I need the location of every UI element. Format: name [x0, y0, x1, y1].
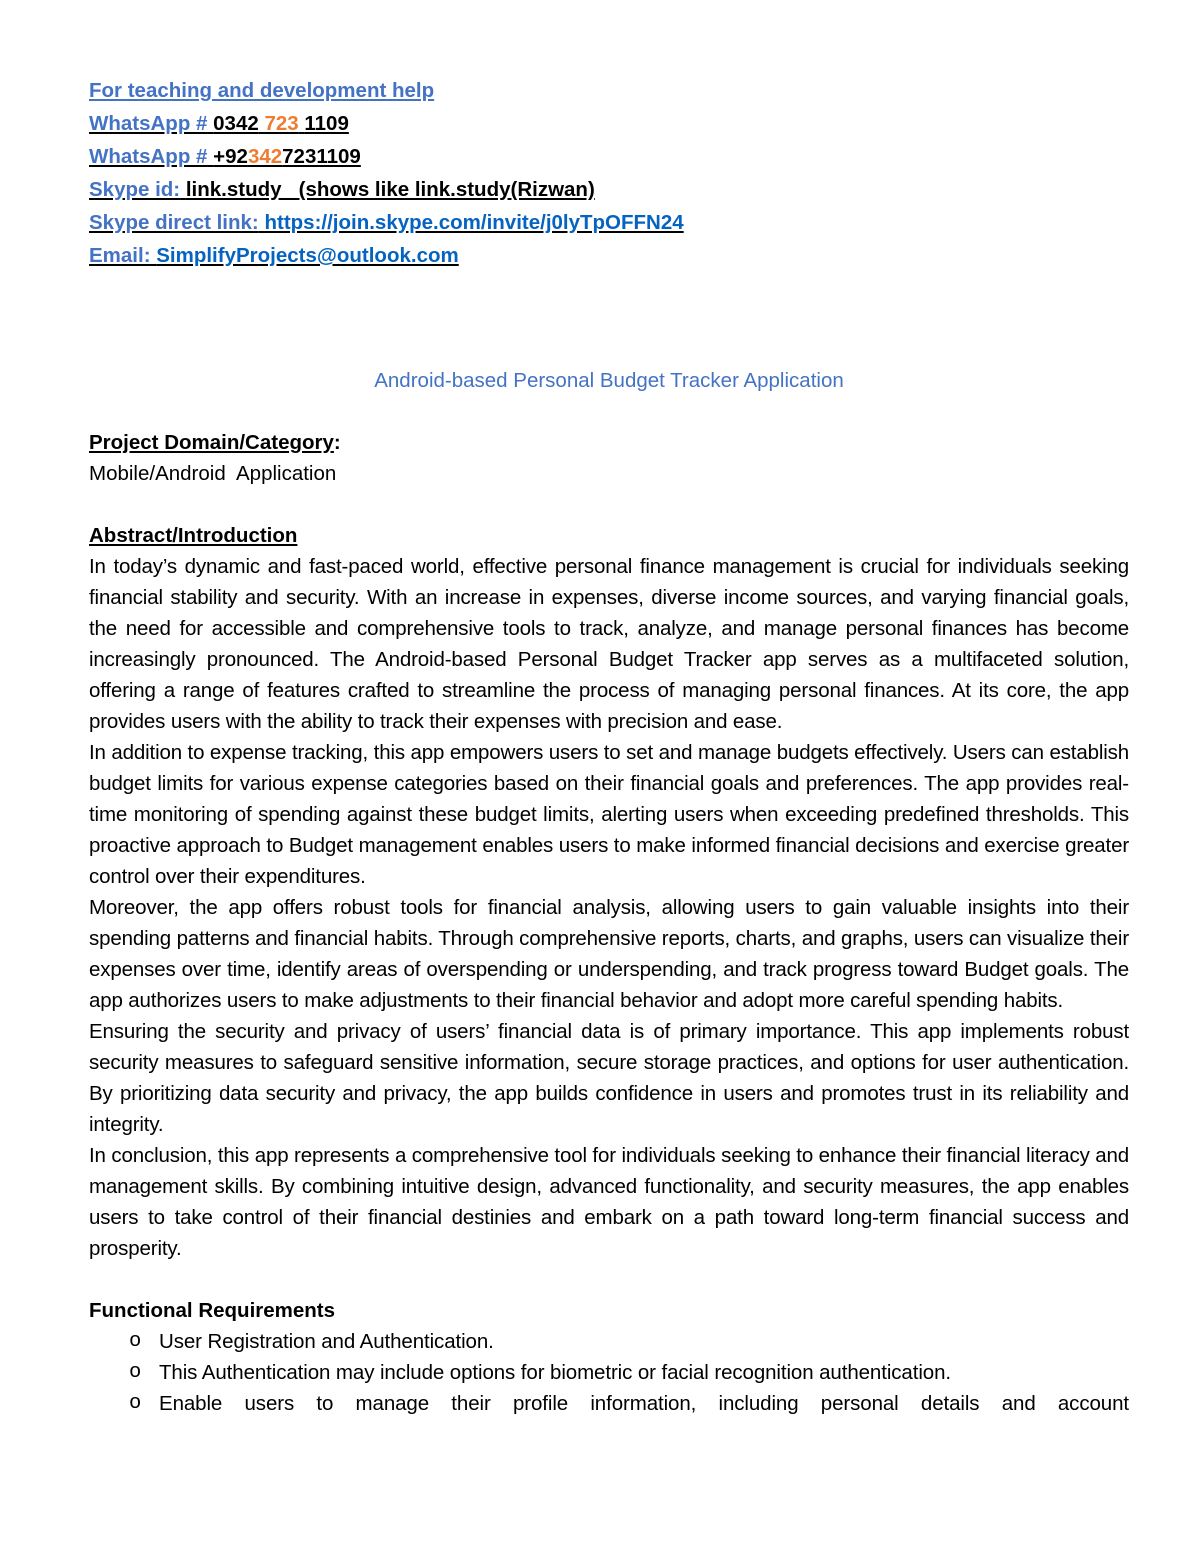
document-page [89, 74, 1129, 1419]
whatsapp-number-1-part2: 723 [264, 112, 299, 135]
list-item [89, 1357, 1129, 1388]
contact-block [89, 74, 1129, 272]
list-item [89, 1326, 1129, 1357]
contact-heading: For teaching and development help [89, 79, 435, 102]
abstract-paragraph-5: In conclusion, this app represents a comprehensive tool for individuals seeking to enhance their financial literacy and management skills. By combining intuitive design, advanced functionality, and security measures, the app enables users to take control of their financial destinies and embark on a path toward long-term financial success and prosperity. [89, 1144, 1129, 1260]
skype-id-label: Skype id: [89, 178, 181, 201]
skype-link-line [89, 206, 1129, 239]
whatsapp-number-2-part3: 7231109 [282, 145, 361, 168]
bullet-icon: o [129, 1330, 142, 1353]
abstract-paragraph-2: In addition to expense tracking, this app empowers users to set and manage budgets effectively. Users can establish budget limits for various expense categories based on their financial goals and preferences. The app provides real-time monitoring of spending against these budget limits, alerting users when exceeding predefined thresholds. This proactive approach to Budget management enables users to make informed financial decisions and exercise greater control over their expenditures. [89, 741, 1129, 888]
abstract-paragraph-3: Moreover, the app offers robust tools for financial analysis, allowing users to gain valuable insights into their spending patterns and financial habits. Through comprehensive reports, charts, and graphs, users can visualize their expenses over time, identify areas of overspending or underspending, and track progress toward Budget goals. The app authorizes users to make adjustments to their financial behavior and adopt more careful spending habits. [89, 896, 1129, 1012]
whatsapp-number-1-part1: 0342 [213, 112, 259, 135]
skype-invite-link[interactable]: https://join.skype.com/invite/j0lyTpOFFN24 [264, 211, 684, 234]
requirement-text: This Authentication may include options for biometric or facial recognition authentication. [159, 1361, 951, 1384]
project-domain-colon: : [333, 431, 341, 454]
skype-id-line [89, 173, 1129, 206]
requirement-text: Enable users to manage their profile information, including personal details and account [159, 1392, 1129, 1415]
whatsapp-line-2 [89, 140, 1129, 173]
document-title: Android-based Personal Budget Tracker Application [374, 369, 844, 392]
requirement-text: User Registration and Authentication. [159, 1330, 494, 1353]
email-link[interactable]: SimplifyProjects@outlook.com [156, 244, 459, 267]
abstract-paragraph-4: Ensuring the security and privacy of users’ financial data is of primary importance. This app implements robust security measures to safeguard sensitive information, secure storage practices, and options for user authentication. By prioritizing data security and privacy, the app builds confidence in users and promotes trust in its reliability and integrity. [89, 1020, 1129, 1136]
project-domain-heading [89, 427, 1129, 458]
requirements-list [89, 1326, 1129, 1419]
whatsapp-number-2-part1: +92 [213, 145, 248, 168]
abstract-heading: Abstract/Introduction [89, 524, 298, 547]
functional-requirements-heading: Functional Requirements [89, 1299, 336, 1322]
skype-link-label: Skype direct link: [89, 211, 259, 234]
project-domain-heading-text: Project Domain/Category [89, 431, 334, 454]
email-line [89, 239, 1129, 272]
whatsapp-number-1-part3: 1109 [304, 112, 349, 135]
whatsapp-label-2: WhatsApp # [89, 145, 208, 168]
bullet-icon: o [129, 1361, 142, 1384]
abstract-paragraph-1: In today’s dynamic and fast-paced world, effective personal finance management is crucial for individuals seeking financial stability and security. With an increase in expenses, diverse income sources, and varying financial goals, the need for accessible and comprehensive tools to track, analyze, and manage personal finances has become increasingly pronounced. The Android-based Personal Budget Tracker app serves as a multifaceted solution, offering a range of features crafted to streamline the process of managing personal finances. At its core, the app provides users with the ability to track their expenses with precision and ease. [89, 555, 1129, 733]
project-domain-value: Mobile/Android Application [89, 462, 337, 485]
whatsapp-label-1: WhatsApp # [89, 112, 208, 135]
skype-id-value: link.study (shows like link.study(Rizwan) [185, 178, 595, 201]
email-label: Email: [89, 244, 151, 267]
whatsapp-line-1 [89, 107, 1129, 140]
bullet-icon: o [129, 1392, 142, 1415]
list-item [89, 1388, 1129, 1419]
whatsapp-number-2-part2: 342 [247, 145, 283, 168]
